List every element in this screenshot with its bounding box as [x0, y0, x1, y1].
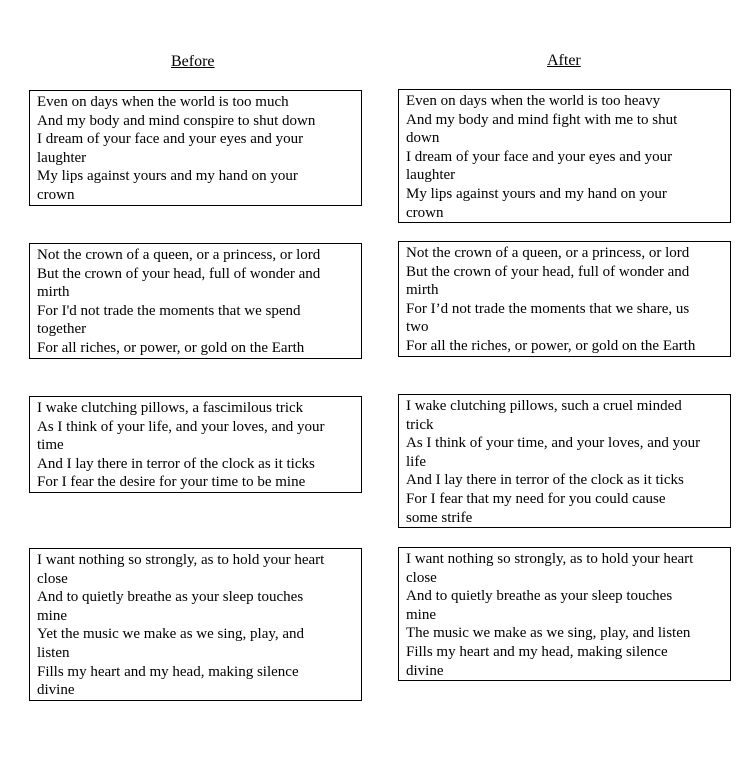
stanza-line: I want nothing so strongly, as to hold your heart	[37, 552, 325, 568]
stanza-line: And my body and mind fight with me to shut	[406, 111, 678, 128]
after-heading: After	[547, 52, 581, 69]
stanza-line: divine	[406, 662, 444, 679]
stanza-line: trick	[406, 416, 434, 433]
stanza-line: I wake clutching pillows, a fascimilous trick	[37, 400, 304, 416]
stanza-line: I wake clutching pillows, such a cruel minded	[406, 398, 682, 414]
stanza-line: two	[406, 319, 429, 336]
stanza-line: mirth	[406, 282, 439, 299]
before-heading: Before	[171, 53, 215, 70]
before-stanza-3	[29, 396, 362, 493]
stanza-line: some strife	[406, 509, 473, 526]
stanza-line: crown	[406, 204, 444, 221]
stanza-line: For I fear the desire for your time to be mine	[37, 474, 306, 491]
stanza-line: My lips against yours and my hand on your	[37, 168, 298, 185]
after-stanza-2	[398, 241, 731, 357]
after-stanza-1	[398, 89, 731, 223]
stanza-line: My lips against yours and my hand on your	[406, 185, 667, 202]
stanza-line: For all riches, or power, or gold on the Earth	[37, 339, 305, 356]
stanza-line: Not the crown of a queen, or a princess, or lord	[37, 247, 321, 263]
before-stanza-4	[29, 548, 362, 701]
stanza-line: Not the crown of a queen, or a princess, or lord	[406, 245, 690, 261]
stanza-line: And to quietly breathe as your sleep touches	[406, 588, 673, 605]
stanza-line: laughter	[406, 167, 456, 184]
stanza-line: Yet the music we make as we sing, play, and	[37, 626, 305, 643]
after-stanza-4	[398, 547, 731, 681]
stanza-line: And to quietly breathe as your sleep touches	[37, 589, 304, 606]
stanza-line: laughter	[37, 149, 87, 166]
stanza-line: down	[406, 130, 440, 147]
stanza-line: close	[37, 570, 68, 587]
stanza-line: life	[406, 453, 426, 470]
stanza-line: But the crown of your head, full of wonder and	[37, 265, 321, 282]
stanza-line: For I fear that my need for you could cause	[406, 490, 666, 507]
stanza-line: I dream of your face and your eyes and your	[37, 131, 304, 148]
stanza-line: And my body and mind conspire to shut down	[37, 112, 316, 129]
stanza-line: The music we make as we sing, play, and listen	[406, 625, 691, 642]
stanza-line: crown	[37, 186, 75, 203]
stanza-line: Fills my heart and my head, making silence	[406, 643, 668, 660]
stanza-line: For I’d not trade the moments that we share, us	[406, 300, 690, 317]
stanza-line: Even on days when the world is too heavy	[406, 93, 661, 109]
before-stanza-2	[29, 243, 362, 359]
stanza-line: But the crown of your head, full of wonder and	[406, 263, 690, 280]
stanza-line: For I'd not trade the moments that we spend	[37, 302, 301, 319]
stanza-line: For all the riches, or power, or gold on the Earth	[406, 337, 696, 354]
stanza-line: I want nothing so strongly, as to hold your heart	[406, 551, 694, 567]
stanza-line: And I lay there in terror of the clock as it ticks	[406, 472, 684, 489]
stanza-line: mine	[37, 607, 67, 624]
stanza-line: mine	[406, 606, 436, 623]
stanza-line: close	[406, 569, 437, 586]
stanza-line: time	[37, 437, 64, 454]
stanza-line: As I think of your life, and your loves, and your	[37, 418, 325, 435]
after-stanza-3	[398, 394, 731, 528]
stanza-line: And I lay there in terror of the clock as it ticks	[37, 455, 315, 472]
stanza-line: mirth	[37, 284, 70, 301]
stanza-line: Even on days when the world is too much	[37, 94, 289, 110]
stanza-line: listen	[37, 644, 70, 661]
stanza-line: I dream of your face and your eyes and your	[406, 148, 673, 165]
stanza-line: As I think of your time, and your loves, and your	[406, 435, 701, 452]
stanza-line: Fills my heart and my head, making silence	[37, 663, 299, 680]
stanza-line: divine	[37, 682, 75, 699]
before-stanza-1	[29, 90, 362, 206]
stanza-line: together	[37, 321, 87, 338]
